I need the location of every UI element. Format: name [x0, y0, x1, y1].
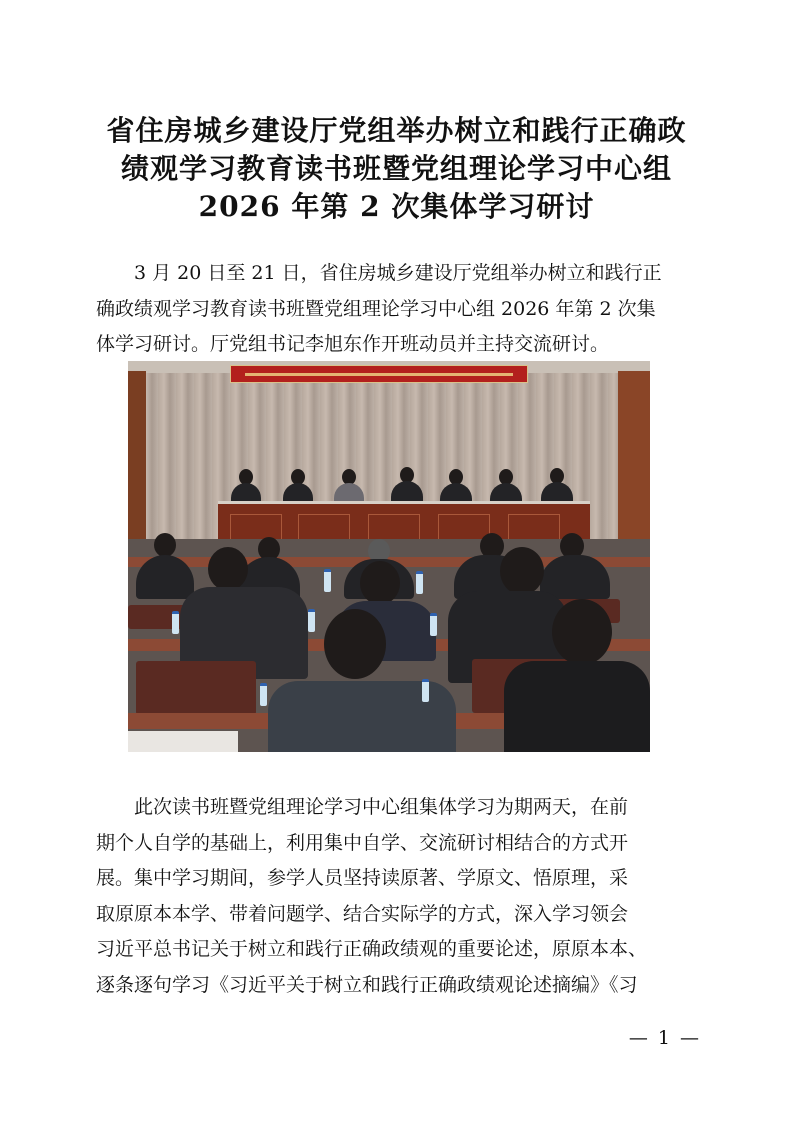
paragraph-line: 展。集中学习期间，参学人员坚持读原著、学原文、悟原理，采	[96, 867, 629, 889]
title-line: 绩观学习教育读书班暨党组理论学习中心组	[120, 152, 672, 185]
water-bottle	[308, 609, 315, 632]
water-bottle	[422, 679, 429, 702]
paragraph-line: 此次读书班暨党组理论学习中心组集体学习为期两天，在前	[134, 796, 629, 818]
audience-person	[360, 561, 400, 605]
audience-person	[500, 547, 544, 595]
paragraph-line: 习近平总书记关于树立和践行正确政绩观的重要论述，原原本本、	[96, 938, 648, 960]
document-title	[60, 112, 733, 226]
title-line: 省住房城乡建设厅党组举办树立和践行正确政	[106, 114, 687, 147]
audience-person	[540, 555, 610, 599]
paragraph-line: 确政绩观学习教育读书班暨党组理论学习中心组 2026 年第 2 次集	[96, 297, 656, 320]
audience-person	[208, 547, 248, 591]
body-paragraph	[96, 790, 699, 1003]
meeting-photo	[128, 361, 650, 752]
page-number: — 1 —	[628, 1027, 701, 1049]
audience-person	[552, 599, 612, 665]
audience-person	[324, 609, 386, 679]
water-bottle	[260, 683, 267, 706]
desk-panel	[230, 514, 282, 540]
chair	[136, 661, 256, 715]
paragraph-line: 期个人自学的基础上，利用集中自学、交流研讨相结合的方式开	[96, 831, 629, 854]
desk-panel	[438, 514, 490, 540]
water-bottle	[172, 611, 179, 634]
audience-person	[504, 661, 650, 752]
paragraph-line: 体学习研讨。厅党组书记李旭东作开班动员并主持交流研讨。	[96, 333, 610, 355]
paragraph-line: 逐条逐句学习《习近平关于树立和践行正确政绩观论述摘编》《习	[96, 973, 638, 996]
water-bottle	[324, 569, 331, 592]
water-bottle	[416, 571, 423, 594]
audience-person	[154, 533, 176, 557]
desk-panel	[508, 514, 560, 540]
red-banner	[230, 365, 528, 383]
desk-panel	[298, 514, 350, 540]
water-bottle	[430, 613, 437, 636]
paragraph-line: 3 月 20 日至 21 日，省住房城乡建设厅党组举办树立和践行正	[134, 262, 662, 284]
title-line: 2026 年第 2 次集体学习研讨	[198, 190, 595, 223]
paper-on-desk	[128, 731, 238, 752]
intro-paragraph	[96, 256, 699, 363]
paragraph-line: 取原原本本学、带着问题学、结合实际学的方式，深入学习领会	[96, 902, 629, 925]
desk-panel	[368, 514, 420, 540]
